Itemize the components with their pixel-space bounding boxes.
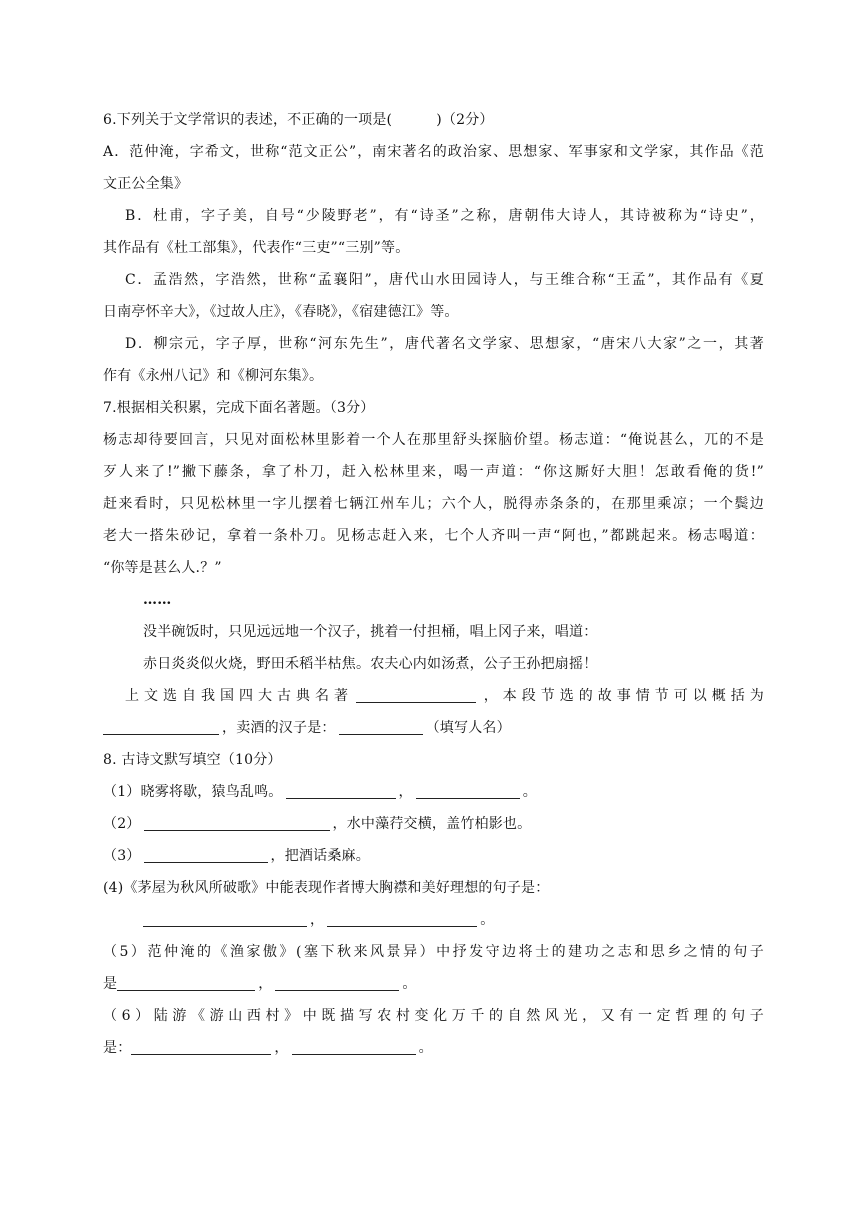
q6-option-a-line1: A．范仲淹，字希文，世称“范文正公”，南宋著名的政治家、思想家、军事家和文学家，其作品《范 (103, 144, 764, 160)
q7-passage-line: 杨志却待要回言，只见对面松林里影着一个人在那里舒头探脑价望。杨志道：“俺说甚么，兀的不是 (103, 432, 764, 448)
q8-stem: 8. 古诗文默写填空（10分） (103, 752, 282, 768)
q8-item-text: 。 (480, 912, 495, 928)
q8-item4-answer (103, 904, 764, 936)
q7-fill-text: ，卖酒的汉子是： (222, 720, 336, 736)
q6-option-c-line2: 日南亭怀辛大》，《过故人庄》，《春晓》，《宿建德江》等。 (103, 304, 459, 320)
q8-item5-answer (103, 968, 764, 1000)
q6-option-c-line1: C．孟浩然，字浩然，世称“孟襄阳”，唐代山水田园诗人，与王维合称“王孟”，其作品有《夏 (125, 272, 764, 288)
q6-score: )（2分） (436, 112, 494, 128)
q7-fill-line2 (103, 712, 764, 744)
q8-blank-6b[interactable] (292, 1038, 416, 1055)
q8-item-text: ， (310, 912, 325, 928)
q7-fill-text: 上文选自我国四大古典名著 (125, 688, 353, 704)
q8-item-text: ， (274, 1040, 289, 1056)
q8-blank-4b[interactable] (327, 910, 477, 927)
q8-blank-5b[interactable] (275, 974, 399, 991)
q8-item-text: ，把酒话桑麻。 (270, 848, 370, 864)
q7-ellipsis: …… (143, 592, 172, 608)
q6-option-d-line1: D．柳宗元，字子厚，世称“河东先生”，唐代著名文学家、思想家，“唐宋八大家”之一，其著 (125, 336, 764, 352)
q7-passage-line: “你等是甚么人.？” (103, 560, 222, 576)
q8-item6-answer (103, 1032, 764, 1064)
q6-option-d-line2: 作有《永州八记》和《柳河东集》。 (103, 368, 324, 384)
q8-item-text: 。 (402, 976, 417, 992)
q7-fill-line1 (103, 680, 764, 712)
q8-blank-6a[interactable] (131, 1038, 271, 1055)
q8-item5-line1: （5）范仲淹的《渔家傲》(塞下秋来风景异）中抒发守边将士的建功之志和思乡之情的句子 (103, 944, 764, 960)
q8-item-text: （1）晓雾将歇，猿鸟乱鸣。 (103, 784, 283, 800)
q8-item-text: ， (258, 976, 273, 992)
q7-passage-line: 歹人来了!”撇下藤条，拿了朴刀，赶入松林里来，喝一声道：“你这厮好大胆！怎敢看俺的货!” (103, 464, 764, 480)
q7-blank-plot[interactable] (103, 718, 219, 735)
q8-item-text: ，水中藻荇交横，盖竹柏影也。 (332, 816, 532, 832)
q8-blank-4a[interactable] (143, 910, 307, 927)
q8-item6-line1: （6）陆游《游山西村》中既描写农村变化万千的自然风光，又有一定哲理的句子 (103, 1008, 764, 1024)
q7-stem: 7.根据相关积累，完成下面名著题。（3分） (103, 400, 375, 416)
q6-option-b-line1: B．杜甫，字子美，自号“少陵野老”，有“诗圣”之称，唐朝伟大诗人，其诗被称为“诗史”， (125, 208, 764, 224)
q6-option-b-line2: 其作品有《杜工部集》，代表作“三吏”“三别”等。 (103, 240, 410, 256)
q7-blank-book[interactable] (356, 686, 476, 703)
q8-blank-1a[interactable] (286, 782, 396, 799)
q8-item-text: 是 (103, 976, 118, 992)
q8-item-text: （3） (103, 848, 141, 864)
q6-stem-text: 6.下列关于文学常识的表述，不正确的一项是( (103, 112, 393, 128)
q8-item-text: ， (398, 784, 413, 800)
q7-narration: 没半碗饭时，只见远远地一个汉子，挑着一付担桶，唱上冈子来，唱道： (143, 624, 598, 640)
q8-blank-3[interactable] (144, 846, 268, 863)
q8-item4-stem: (4)《茅屋为秋风所破歌》中能表现作者博大胸襟和美好理想的句子是： (103, 880, 550, 896)
q8-item-text: 。 (522, 784, 537, 800)
q8-blank-2[interactable] (144, 814, 330, 831)
q7-passage-line: 赶来看时，只见松林里一字儿摆着七辆江州车儿；六个人，脱得赤条条的，在那里乘凉；一个鬓边 (103, 496, 764, 512)
q8-item2 (103, 808, 764, 840)
q8-item-text: 是： (103, 1040, 132, 1056)
q6-stem (103, 104, 764, 136)
q7-blank-name[interactable] (339, 718, 423, 735)
q7-song: 赤日炎炎似火烧，野田禾稻半枯焦。农夫心内如汤煮，公子王孙把扇摇！ (143, 656, 598, 672)
q7-passage-line: 老大一搭朱砂记，拿着一条朴刀。见杨志赶入来，七个人齐叫一声“阿也，”都跳起来。杨志喝道： (103, 528, 764, 544)
q8-item1 (103, 776, 764, 808)
q8-item-text: （2） (103, 816, 141, 832)
q7-fill-text: ，本段节选的故事情节可以概括为 (479, 688, 764, 704)
q8-blank-1b[interactable] (416, 782, 520, 799)
q8-item-text: 。 (418, 1040, 433, 1056)
q6-option-a-line2: 文正公全集》 (103, 176, 189, 192)
q7-fill-text: （填写人名） (425, 720, 511, 736)
q8-blank-5a[interactable] (117, 974, 255, 991)
q8-item3 (103, 840, 764, 872)
